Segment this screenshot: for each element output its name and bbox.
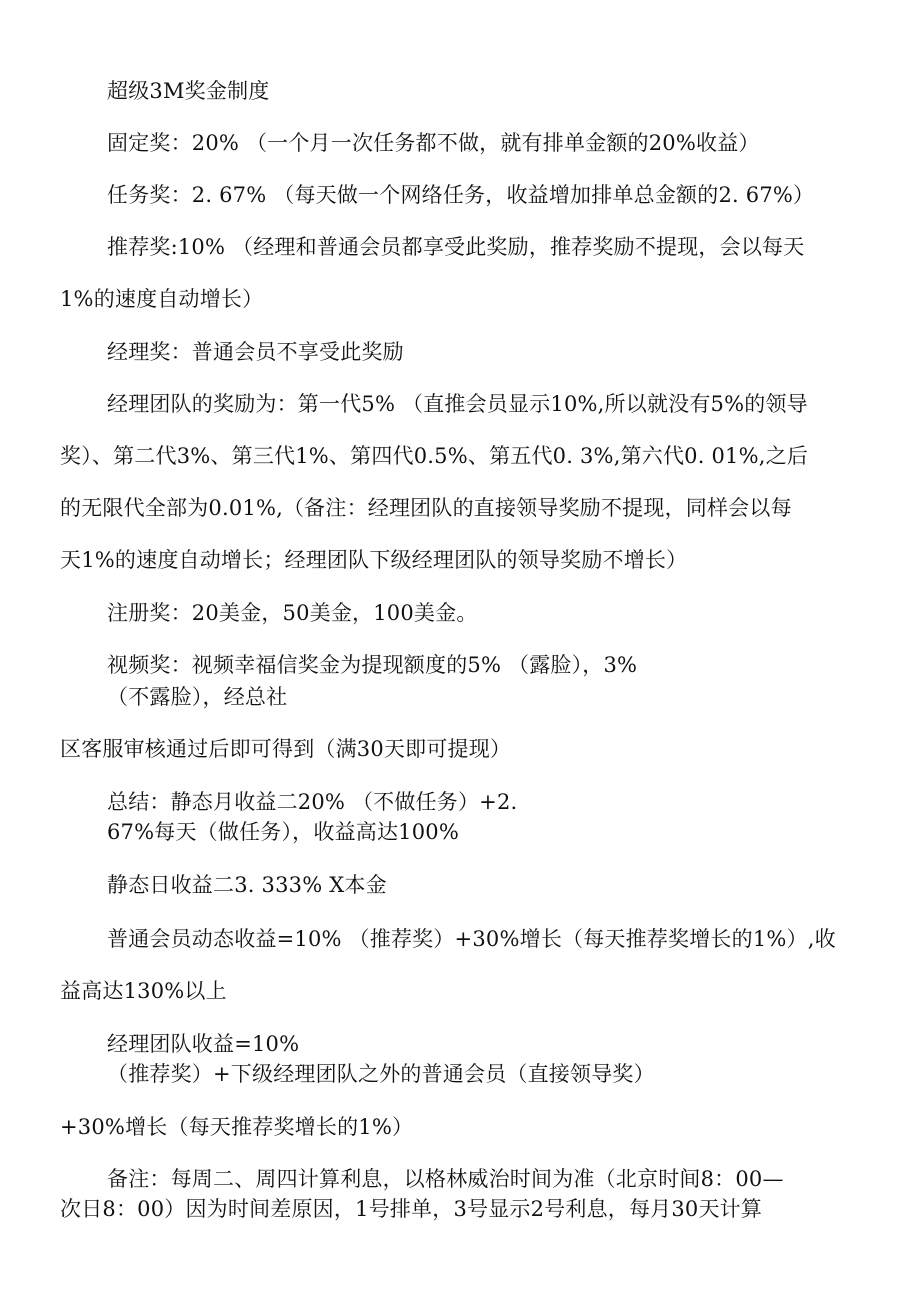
registration-bonus-text: 注册奖：20美金，50美金，100美金。 bbox=[107, 601, 478, 625]
remarks-line-2: 次日8：00）因为时间差原因，1号排单，3号显示2号利息，每月30天计算 bbox=[60, 1197, 763, 1221]
video-bonus-line-1: 视频奖：视频幸福信奖金为提现额度的5% （露脸），3% bbox=[107, 653, 638, 677]
manager-team-line-3: 的无限代全部为0.01%,（备注：经理团队的直接领导奖励不提现，同样会以每 bbox=[60, 496, 792, 520]
member-dynamic-line-1: 普通会员动态收益=10% （推荐奖）+30%增长（每天推荐奖增长的1%）,收 bbox=[107, 927, 836, 951]
manager-team-line-4: 天1%的速度自动增长；经理团队下级经理团队的领导奖励不增长） bbox=[60, 548, 688, 572]
manager-team-line-1: 经理团队的奖励为：第一代5% （直推会员显示10%,所以就没有5%的领导 bbox=[107, 392, 808, 416]
manager-income-line-1: 经理团队收益=10% bbox=[107, 1032, 300, 1056]
referral-bonus-line-2: 1%的速度自动增长） bbox=[60, 287, 264, 311]
referral-bonus-line-1: 推荐奖:10% （经理和普通会员都享受此奖励，推荐奖励不提现，会以每天 bbox=[107, 235, 805, 259]
video-bonus-line-2: （不露脸），经总社 bbox=[107, 685, 288, 709]
fixed-bonus-text: 固定奖：20% （一个月一次任务都不做，就有排单金额的20%收益） bbox=[107, 131, 760, 155]
member-dynamic-line-2: 益高达130%以上 bbox=[60, 979, 227, 1003]
task-bonus-text: 任务奖：2. 67% （每天做一个网络任务，收益增加排单总金额的2. 67%） bbox=[107, 183, 815, 207]
static-daily-text: 静态日收益二3. 333% X本金 bbox=[107, 873, 387, 897]
manager-bonus-text: 经理奖：普通会员不享受此奖励 bbox=[107, 340, 404, 364]
summary-line-2: 67%每天（做任务），收益高达100% bbox=[107, 820, 460, 844]
video-bonus-line-3: 区客服审核通过后即可得到（满30天即可提现） bbox=[60, 737, 512, 761]
manager-income-line-2: （推荐奖）+下级经理团队之外的普通会员（直接领导奖） bbox=[107, 1062, 655, 1086]
manager-team-line-2: 奖）、第二代3%、第三代1%、第四代0.5%、第五代0. 3%,第六代0. 01%,之后 bbox=[60, 444, 809, 468]
summary-line-1: 总结：静态月收益二20% （不做任务）+2. bbox=[107, 790, 518, 814]
document-title: 超级3M奖金制度 bbox=[107, 79, 270, 103]
manager-income-line-3: +30%增长（每天推荐奖增长的1%） bbox=[60, 1115, 414, 1139]
remarks-line-1: 备注：每周二、周四计算利息，以格林威治时间为准（北京时间8：00— bbox=[107, 1167, 784, 1191]
